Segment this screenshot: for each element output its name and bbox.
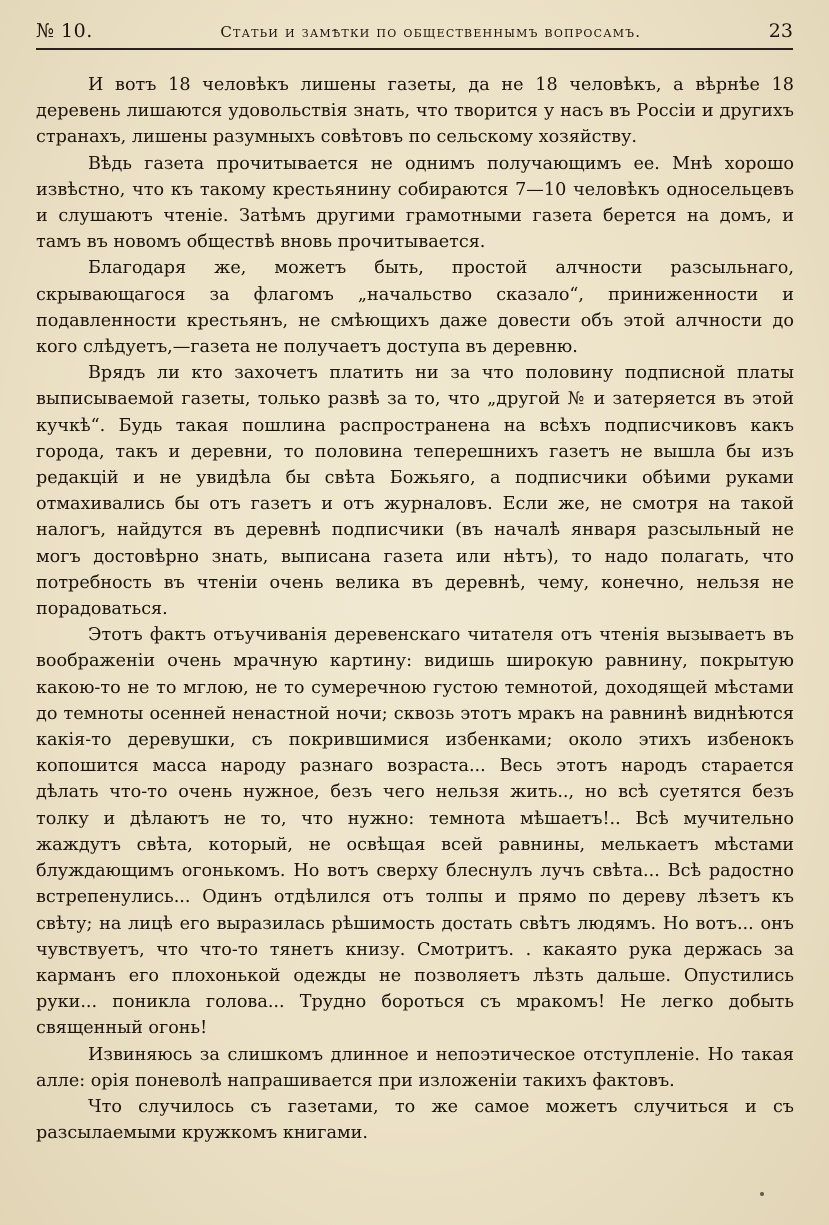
running-header [36,20,793,46]
paragraph: Благодаря же, можетъ быть, простой алчности разсыльнаго, скрывающагося за флагомъ „начальство сказало“, приниженности и подавленности крестьянъ, не смѣющихъ даже довести объ этой алчности до кого слѣдуетъ,—газета не получаетъ доступа въ деревню. [36,258,794,358]
header-rule [36,48,793,50]
paragraph: Врядъ ли кто захочетъ платить ни за что половину подписной платы выписываемой газеты, только развѣ за то, что „другой № и затеряется въ этой кучкѣ“. Будь такая пошлина распространена на всѣхъ подписчиковъ какъ города, такъ и деревни, то половина теперешнихъ газетъ не вышла бы изъ редакцій и не увидѣла бы свѣта Божьяго, а подписчики обѣими руками отмахивались бы отъ газетъ и отъ журналовъ. Если же, не смотря на такой налогъ, найдутся въ деревнѣ подписчики (въ началѣ января разсыльный не могъ достовѣрно знать, выписана газета или нѣтъ), то надо полагать, что потребность въ чтеніи очень велика въ деревнѣ, чему, конечно, нельзя не порадоваться. [36,363,794,620]
paragraph: Что случилось съ газетами, то же самое можетъ случиться и съ разсылаемыми кружкомъ книгами. [36,1096,794,1144]
paragraph: Извиняюсь за слишкомъ длинное и непоэтическое отступленіе. Но такая алле: орія поневолѣ напрашивается при изложеніи такихъ фактовъ. [36,1044,794,1091]
paragraph: Вѣдь газета прочитывается не однимъ получающимъ ее. Мнѣ хорошо извѣстно, что къ такому крестьянину собираются 7—10 человѣкъ односельцевъ и слушаютъ чтеніе. Затѣмъ другими грамотными газета берется на домъ, и тамъ въ новомъ обществѣ вновь прочитывается. [36,153,794,253]
print-speck [760,1192,764,1196]
paragraph: Этотъ фактъ отъучиванія деревенскаго читателя отъ чтенія вызываетъ въ воображеніи очень мрачную картину: видишь широкую равнину, покрытую какою-то не то мглою, не то сумеречною густою темнотой, доходящей мѣстами до темноты осенней ненастной ночи; сквозь этотъ мракъ на равнинѣ виднѣются какія-то деревушки, съ покрившимися избенками; около этихъ избенокъ копошится масса народу разнаго возраста... Весь этотъ народъ старается дѣлать что-то очень нужное, безъ чего нельзя жить.., но всѣ суетятся безъ толку и дѣлаютъ не то, что нужно: темнота мѣшаетъ!.. Всѣ мучительно жаждутъ свѣта, который, не освѣщая всей равнины, мелькаетъ мѣстами блуждающимъ огонькомъ. Но вотъ сверху блеснулъ лучъ свѣта... Всѣ радостно встрепенулись... Одинъ отдѣлился отъ толпы и прямо по дереву лѣзетъ къ свѣту; на лицѣ его выразилась рѣшимость достать свѣтъ людямъ. Но вотъ... онъ чувствуетъ, что что-то тянетъ книзу. Смотритъ. . какаято рука держась за карманъ его плохонькой одежды не позволяетъ лѣзть дальше. Опустились руки... поникла голова... Трудно бороться съ мракомъ! Не легко добыть священный огонь! [36,625,794,1039]
issue-number: № 10. [36,20,93,42]
page-number: 23 [768,20,793,42]
section-title: Статьи и замѣтки по общественнымъ вопросамъ. [220,23,642,41]
paragraph: И вотъ 18 человѣкъ лишены газеты, да не 18 человѣкъ, а вѣрнѣе 18 деревень лишаются удовольствія знать, что творится у насъ въ Россіи и другихъ странахъ, лишены разумныхъ совѣтовъ по сельскому хозяйству. [36,75,794,148]
article-body [36,72,794,1146]
